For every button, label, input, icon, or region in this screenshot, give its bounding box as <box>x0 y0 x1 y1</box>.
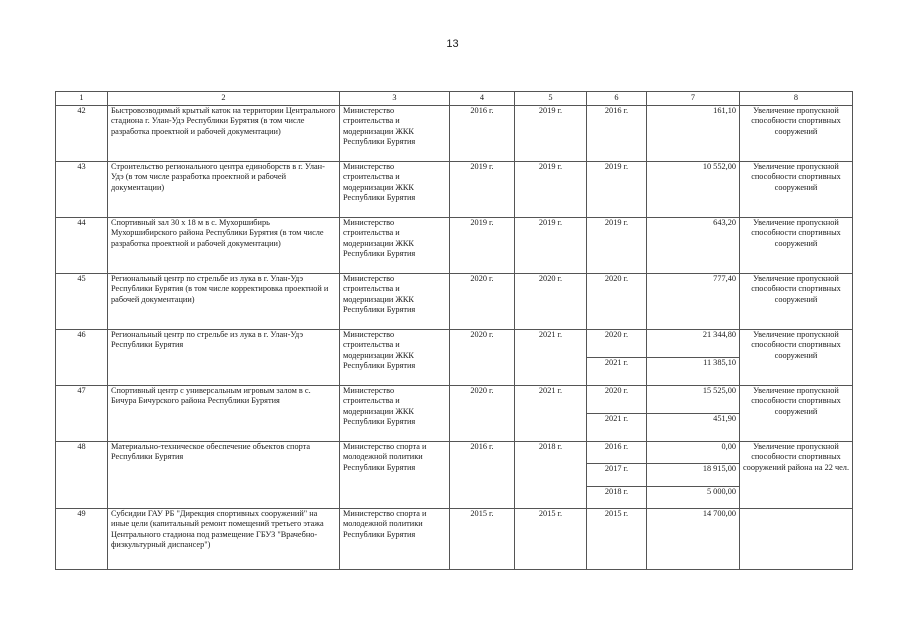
row-number: 43 <box>56 162 108 218</box>
financing-amount: 777,40 <box>647 274 740 330</box>
executor: Министерство строительства и модернизации ЖКК Республики Бурятия <box>340 386 450 442</box>
program-table <box>55 91 853 570</box>
financing-year: 2020 г. <box>587 386 647 414</box>
financing-year: 2021 г. <box>587 358 647 386</box>
executor: Министерство строительства и модернизации ЖКК Республики Бурятия <box>340 330 450 386</box>
event-name: Строительство регионального центра единоборств в г. Улан-Удэ (в том числе разработка проектной и рабочей документации) <box>108 162 340 218</box>
financing-year: 2019 г. <box>587 218 647 274</box>
financing-amount: 451,90 <box>647 414 740 442</box>
start-year: 2020 г. <box>450 330 515 386</box>
financing-year: 2016 г. <box>587 442 647 464</box>
start-year: 2020 г. <box>450 386 515 442</box>
financing-year: 2020 г. <box>587 274 647 330</box>
table-row <box>56 508 853 569</box>
row-number: 45 <box>56 274 108 330</box>
end-year: 2021 г. <box>515 386 587 442</box>
event-name: Быстровозводимый крытый каток на территории Центрального стадиона г. Улан-Удэ Республики Бурятия (в том числе разработка проектной и рабочей документации) <box>108 106 340 162</box>
end-year: 2021 г. <box>515 330 587 386</box>
event-name: Материально-техническое обеспечение объектов спорта Республики Бурятия <box>108 442 340 509</box>
financing-year: 2015 г. <box>587 508 647 569</box>
row-number: 46 <box>56 330 108 386</box>
row-number: 49 <box>56 508 108 569</box>
row-number: 42 <box>56 106 108 162</box>
financing-year: 2021 г. <box>587 414 647 442</box>
financing-amount: 14 700,00 <box>647 508 740 569</box>
event-name: Региональный центр по стрельбе из лука в г. Улан-Удэ Республики Бурятия <box>108 330 340 386</box>
executor: Министерство спорта и молодежной политики Республики Бурятия <box>340 508 450 569</box>
column-header-1: 1 <box>56 92 108 106</box>
expected-result <box>740 508 853 569</box>
financing-amount: 161,10 <box>647 106 740 162</box>
row-number: 44 <box>56 218 108 274</box>
column-header-5: 5 <box>515 92 587 106</box>
expected-result: Увеличение пропускной способности спортивных сооружений <box>740 330 853 386</box>
table-row <box>56 274 853 330</box>
page-number: 13 <box>446 38 459 50</box>
column-header-4: 4 <box>450 92 515 106</box>
start-year: 2016 г. <box>450 106 515 162</box>
event-name: Субсидии ГАУ РБ "Дирекция спортивных сооружений" на иные цели (капитальный ремонт помещений третьего этажа Центрального стадиона под размещение ГБУЗ "Врачебно-физкультурный диспансер") <box>108 508 340 569</box>
table-row <box>56 330 853 358</box>
header-row <box>56 92 853 106</box>
end-year: 2019 г. <box>515 162 587 218</box>
table-row <box>56 162 853 218</box>
executor: Министерство строительства и модернизации ЖКК Республики Бурятия <box>340 218 450 274</box>
financing-amount: 643,20 <box>647 218 740 274</box>
end-year: 2019 г. <box>515 218 587 274</box>
table-row <box>56 218 853 274</box>
executor: Министерство строительства и модернизации ЖКК Республики Бурятия <box>340 106 450 162</box>
end-year: 2019 г. <box>515 106 587 162</box>
financing-year: 2016 г. <box>587 106 647 162</box>
row-number: 47 <box>56 386 108 442</box>
column-header-3: 3 <box>340 92 450 106</box>
executor: Министерство строительства и модернизации ЖКК Республики Бурятия <box>340 162 450 218</box>
executor: Министерство спорта и молодежной политики Республики Бурятия <box>340 442 450 509</box>
event-name: Спортивный центр с универсальным игровым залом в с. Бичура Бичурского района Республики Бурятия <box>108 386 340 442</box>
financing-amount: 18 915,00 <box>647 464 740 486</box>
financing-year: 2020 г. <box>587 330 647 358</box>
financing-amount: 10 552,00 <box>647 162 740 218</box>
financing-year: 2017 г. <box>587 464 647 486</box>
start-year: 2016 г. <box>450 442 515 509</box>
column-header-8: 8 <box>740 92 853 106</box>
financing-amount: 0,00 <box>647 442 740 464</box>
start-year: 2019 г. <box>450 218 515 274</box>
expected-result: Увеличение пропускной способности спортивных сооружений <box>740 106 853 162</box>
column-header-7: 7 <box>647 92 740 106</box>
financing-year: 2018 г. <box>587 486 647 508</box>
end-year: 2015 г. <box>515 508 587 569</box>
start-year: 2019 г. <box>450 162 515 218</box>
row-number: 48 <box>56 442 108 509</box>
end-year: 2018 г. <box>515 442 587 509</box>
table-row <box>56 106 853 162</box>
expected-result: Увеличение пропускной способности спортивных сооружений <box>740 218 853 274</box>
start-year: 2015 г. <box>450 508 515 569</box>
executor: Министерство строительства и модернизации ЖКК Республики Бурятия <box>340 274 450 330</box>
start-year: 2020 г. <box>450 274 515 330</box>
expected-result: Увеличение пропускной способности спортивных сооружений <box>740 386 853 442</box>
table-row <box>56 442 853 464</box>
expected-result: Увеличение пропускной способности спортивных сооружений района на 22 чел. <box>740 442 853 509</box>
expected-result: Увеличение пропускной способности спортивных сооружений <box>740 162 853 218</box>
expected-result: Увеличение пропускной способности спортивных сооружений <box>740 274 853 330</box>
column-header-2: 2 <box>108 92 340 106</box>
event-name: Спортивный зал 30 х 18 м в с. Мухоршибирь Мухоршибирского района Республики Бурятия (в том числе разработка проектной и рабочей документации) <box>108 218 340 274</box>
financing-amount: 15 525,00 <box>647 386 740 414</box>
event-name: Региональный центр по стрельбе из лука в г. Улан-Удэ Республики Бурятия (в том числе корректировка проектной и рабочей документации) <box>108 274 340 330</box>
column-header-6: 6 <box>587 92 647 106</box>
financing-amount: 21 344,80 <box>647 330 740 358</box>
financing-amount: 5 000,00 <box>647 486 740 508</box>
financing-amount: 11 385,10 <box>647 358 740 386</box>
financing-year: 2019 г. <box>587 162 647 218</box>
table-row <box>56 386 853 414</box>
end-year: 2020 г. <box>515 274 587 330</box>
